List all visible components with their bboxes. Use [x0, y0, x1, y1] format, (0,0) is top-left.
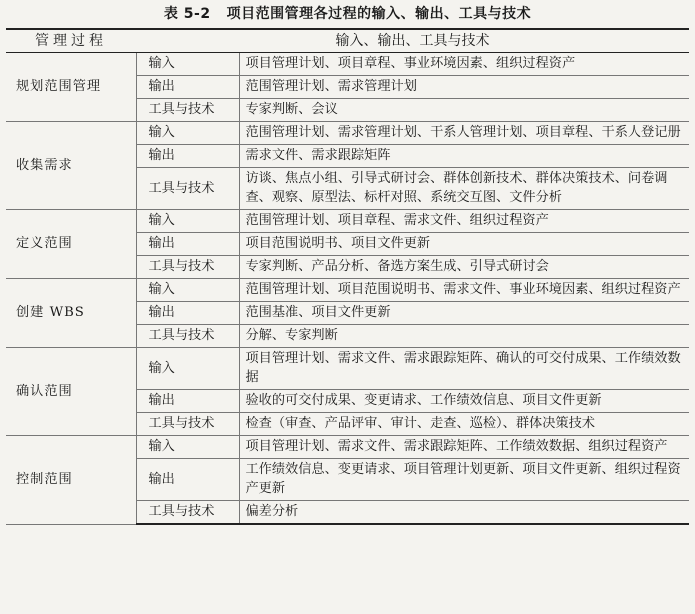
row-type-output: 输出: [136, 459, 239, 501]
process-name: 创建 WBS: [6, 279, 136, 348]
row-type-input: 输入: [136, 348, 239, 390]
table-row: [6, 53, 689, 76]
table-row: [6, 436, 689, 459]
row-content-input: 项目管理计划、项目章程、事业环境因素、组织过程资产: [239, 53, 689, 76]
table-header-row: [6, 29, 689, 53]
row-type-tools: 工具与技术: [136, 325, 239, 348]
row-type-output: 输出: [136, 302, 239, 325]
scope-management-table: [6, 28, 689, 525]
row-type-output: 输出: [136, 390, 239, 413]
row-content-output: 范围管理计划、需求管理计划: [239, 76, 689, 99]
row-type-input: 输入: [136, 210, 239, 233]
row-content-tools: 专家判断、产品分析、备选方案生成、引导式研讨会: [239, 256, 689, 279]
row-content-output: 验收的可交付成果、变更请求、工作绩效信息、项目文件更新: [239, 390, 689, 413]
table-number: 表 5-2: [163, 6, 211, 22]
table-row: [6, 348, 689, 390]
row-content-input: 范围管理计划、项目范围说明书、需求文件、事业环境因素、组织过程资产: [239, 279, 689, 302]
row-type-input: 输入: [136, 53, 239, 76]
row-content-tools: 检查（审查、产品评审、审计、走查、巡检）、群体决策技术: [239, 413, 689, 436]
row-content-output: 项目范围说明书、项目文件更新: [239, 233, 689, 256]
row-content-input: 项目管理计划、需求文件、需求跟踪矩阵、确认的可交付成果、工作绩效数据: [239, 348, 689, 390]
table-row: [6, 122, 689, 145]
process-name: 确认范围: [6, 348, 136, 436]
row-content-input: 范围管理计划、需求管理计划、干系人管理计划、项目章程、干系人登记册: [239, 122, 689, 145]
row-content-tools: 访谈、焦点小组、引导式研讨会、群体创新技术、群体决策技术、问卷调查、观察、原型法、标杆对照、系统交互图、文件分析: [239, 168, 689, 210]
row-type-input: 输入: [136, 279, 239, 302]
row-type-output: 输出: [136, 233, 239, 256]
header-process: 管理过程: [6, 29, 136, 53]
process-name: 收集需求: [6, 122, 136, 210]
table-title: 项目范围管理各过程的输入、输出、工具与技术: [226, 6, 532, 22]
row-content-input: 项目管理计划、需求文件、需求跟踪矩阵、工作绩效数据、组织过程资产: [239, 436, 689, 459]
row-type-tools: 工具与技术: [136, 168, 239, 210]
table-row: [6, 279, 689, 302]
row-type-input: 输入: [136, 122, 239, 145]
table-row: [6, 210, 689, 233]
row-content-output: 范围基准、项目文件更新: [239, 302, 689, 325]
table-caption: [6, 0, 689, 28]
row-type-output: 输出: [136, 76, 239, 99]
row-content-output: 工作绩效信息、变更请求、项目管理计划更新、项目文件更新、组织过程资产更新: [239, 459, 689, 501]
row-type-tools: 工具与技术: [136, 501, 239, 525]
process-name: 规划范围管理: [6, 53, 136, 122]
row-type-output: 输出: [136, 145, 239, 168]
row-content-input: 范围管理计划、项目章程、需求文件、组织过程资产: [239, 210, 689, 233]
row-type-tools: 工具与技术: [136, 256, 239, 279]
row-content-tools: 偏差分析: [239, 501, 689, 525]
process-name: 控制范围: [6, 436, 136, 525]
row-type-tools: 工具与技术: [136, 413, 239, 436]
process-name: 定义范围: [6, 210, 136, 279]
header-io: 输入、输出、工具与技术: [136, 29, 689, 53]
row-type-input: 输入: [136, 436, 239, 459]
row-content-tools: 专家判断、会议: [239, 99, 689, 122]
row-type-tools: 工具与技术: [136, 99, 239, 122]
row-content-tools: 分解、专家判断: [239, 325, 689, 348]
row-content-output: 需求文件、需求跟踪矩阵: [239, 145, 689, 168]
